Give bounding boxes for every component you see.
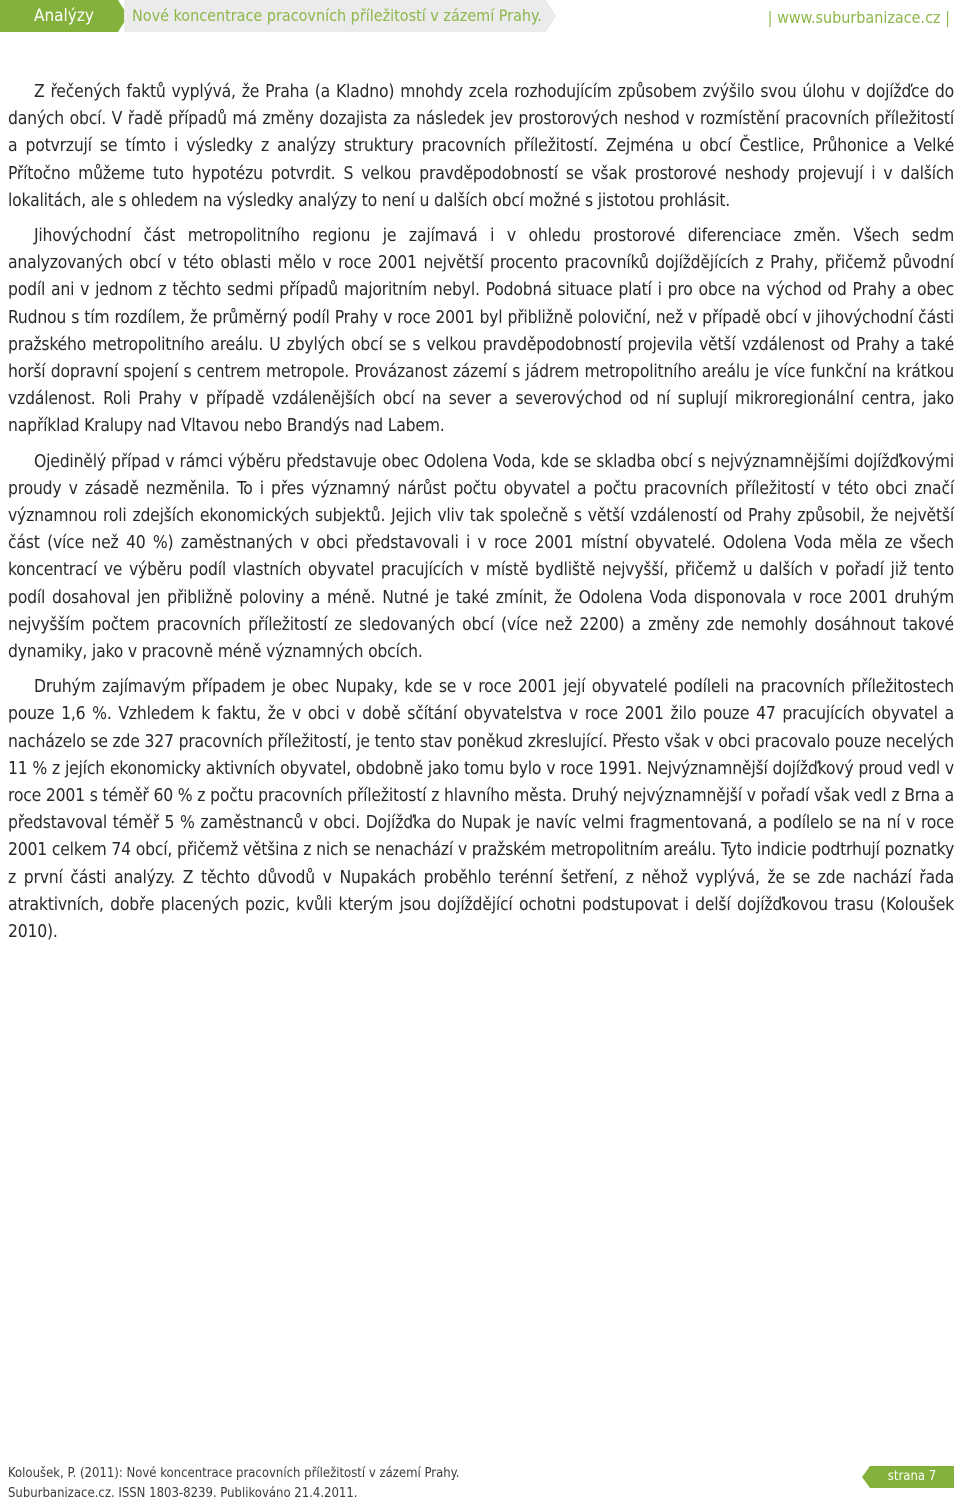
site-link-left-bar: | [767, 8, 773, 27]
page-header [0, 0, 960, 38]
document-title: Nové koncentrace pracovních příležitostí v zázemí Prahy. [124, 0, 546, 32]
site-url[interactable]: www.suburbanizace.cz [777, 8, 941, 27]
page-number: strana 7 [870, 1466, 954, 1488]
site-link[interactable] [768, 0, 950, 32]
footer-citation: Koloušek, P. (2011): Nové koncentrace pracovních příležitostí v zázemí Prahy. [8, 1466, 460, 1481]
site-link-right-bar: | [945, 8, 950, 27]
document-title-chevron [546, 0, 556, 32]
paragraph-1: Z řečených faktů vyplývá, že Praha (a Kladno) mnohdy zcela rozhodujícím způsobem zvýšilo svou úlohu v dojížďce do daných obcí. V řadě případů má změny dozajista za následek jev prostorových neshod v rozmístění pracovních příležitostí a potvrzují se tímto i výsledky z analýzy struktury pracovních příležitostí. Zejména u obcí Čestlice, Průhonice a Velké Přítočno můžeme tuto hypotézu potvrdit. S velkou pravděpodobností se však prostorové neshody projevují i v dalších lokalitách, ale s ohledem na výsledky analýzy to není u dalších obcí možné s jistotou prohlásit. [8, 82, 954, 211]
paragraph-3: Ojedinělý případ v rámci výběru představuje obec Odolena Voda, kde se skladba obcí s nejvýznamnějšími dojížďkovými proudy v zásadě nezměnila. To i přes významný nárůst počtu obyvatel a počtu pracovních příležitostí v této obci značí významnou roli zdejších ekonomických subjektů. Jejich vliv tak společně s větší vzdáleností od Prahy způsobil, že největší část (více než 40 %) zaměstnaných v obci představovali i v roce 2001 místní obyvatelé. Odolena Voda měla ze všech koncentrací ve výběru podíl vlastních obyvatel pracujících v místě bydliště nejvyšší, přičemž u dalších v pořadí již tento podíl dosahoval jen přibližně poloviny a méně. Nutné je také zmínit, že Odolena Voda disponovala v roce 2001 druhým nejvyšším počtem pracovních příležitostí ze sledovaných obcí (více než 2200) a změny zde nemohly dosáhnout takové dynamiky, jako v pracovně méně významných obcích. [8, 451, 954, 663]
footer-publication: Suburbanizace.cz. ISSN 1803-8239. Publikováno 21.4.2011. [8, 1486, 358, 1501]
article-body [8, 79, 954, 954]
paragraph-4: Druhým zajímavým případem je obec Nupaky, kde se v roce 2001 její obyvatelé podíleli na pracovních příležitostech pouze 1,6 %. Vzhledem k faktu, že v obci v době sčítání obyvatelstva v roce 2001 žilo pouze 47 pracujících obyvatel a nacházelo se zde 327 pracovních příležitostí, je tento stav poněkud zkreslující. Přesto však v obci pracovalo pouze necelých 11 % z jejích ekonomicky aktivních obyvatel, obdobně jako tomu bylo v roce 1991. Nejvýznamnější dojížďkový proud vedl v roce 2001 s téměř 60 % z počtu pracovních příležitostí z hlavního města. Druhý nejvýznamnější v pořadí však vedl z Brna a představoval téměř 5 % zaměstnanců v obci. Dojížďka do Nupak je navíc velmi fragmentovaná, a podílelo se na ní v roce 2001 celkem 74 obcí, přičemž většina z nich se nenachází v pražském metropolitním areálu. Tyto indicie podtrhují poznatky z první části analýzy. Z těchto důvodů v Nupakách proběhlo terénní šetření, z něhož vyplývá, že se zde nachází řada atraktivních, dobře placených pozic, kvůli kterým jsou dojíždějící ochotni podstupovat i delší dojížďkovou trasu (Koloušek 2010). [8, 677, 954, 943]
paragraph-2: Jihovýchodní část metropolitního regionu je zajímavá i v ohledu prostorové diferenciace změn. Všech sedm analyzovaných obcí v této oblasti mělo v roce 2001 největší procento pracovníků dojíždějících z Prahy, přičemž původní podíl ani v jednom z těchto sedmi případů majoritním nebyl. Podobná situace platí i pro obce na východ od Prahy a obec Rudnou s tím rozdílem, že průměrný podíl Prahy v roce 2001 byl přibližně poloviční, než v případě obcí v jihovýchodní části pražského metropolitního areálu. U zbylých obcí se s velkou pravděpodobností projevila větší vzdálenost od Prahy a také horší dopravní spojení s centrem metropole. Provázanost zázemí s jádrem metropolitního areálu je více funkční na krátkou vzdálenost. Roli Prahy v případě vzdálenějších obcí na sever a severovýchod od ní suplují mikroregionální centra, jako například Kralupy nad Vltavou nebo Brandýs nad Labem. [8, 226, 954, 437]
footer-citation-block [8, 1464, 459, 1504]
section-tab: Analýzy [0, 0, 118, 32]
page-number-chevron [862, 1466, 870, 1488]
